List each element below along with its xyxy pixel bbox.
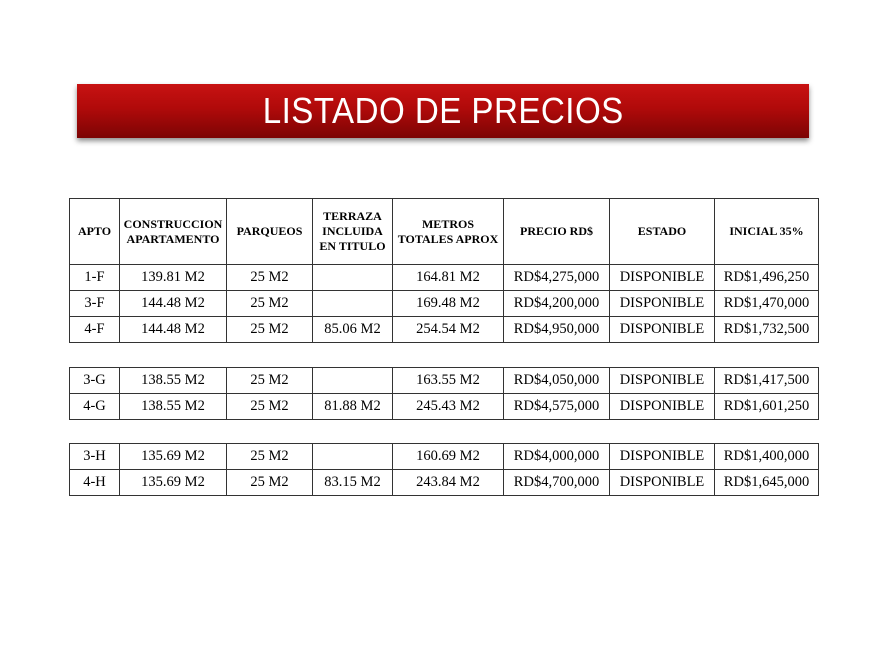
cell-terraza: 81.88 M2 <box>313 394 393 420</box>
cell-construccion: 138.55 M2 <box>120 394 227 420</box>
table-row <box>70 394 819 420</box>
cell-parqueos: 25 M2 <box>227 265 313 291</box>
cell-metros: 160.69 M2 <box>393 444 504 470</box>
cell-apto: 4-G <box>70 394 120 420</box>
cell-inicial: RD$1,470,000 <box>715 291 819 317</box>
table-row <box>70 470 819 496</box>
cell-construccion: 138.55 M2 <box>120 368 227 394</box>
price-table-h <box>69 443 819 496</box>
price-table-f <box>69 198 819 343</box>
cell-metros: 243.84 M2 <box>393 470 504 496</box>
column-header-parqueos: PARQUEOS <box>227 199 313 265</box>
cell-terraza <box>313 444 393 470</box>
cell-terraza <box>313 291 393 317</box>
table-row <box>70 291 819 317</box>
column-header-estado: ESTADO <box>610 199 715 265</box>
column-header-terraza: TERRAZA INCLUIDA EN TITULO <box>313 199 393 265</box>
cell-apto: 3-G <box>70 368 120 394</box>
cell-inicial: RD$1,732,500 <box>715 317 819 343</box>
cell-precio: RD$4,050,000 <box>504 368 610 394</box>
cell-inicial: RD$1,645,000 <box>715 470 819 496</box>
cell-parqueos: 25 M2 <box>227 291 313 317</box>
table-row <box>70 317 819 343</box>
cell-terraza: 85.06 M2 <box>313 317 393 343</box>
column-header-precio: PRECIO RD$ <box>504 199 610 265</box>
title-banner <box>77 84 809 138</box>
cell-construccion: 135.69 M2 <box>120 444 227 470</box>
cell-parqueos: 25 M2 <box>227 368 313 394</box>
cell-metros: 164.81 M2 <box>393 265 504 291</box>
cell-estado: DISPONIBLE <box>610 470 715 496</box>
page-title: LISTADO DE PRECIOS <box>262 90 624 131</box>
cell-terraza: 83.15 M2 <box>313 470 393 496</box>
cell-estado: DISPONIBLE <box>610 394 715 420</box>
column-header-construccion: CONSTRUCCION APARTAMENTO <box>120 199 227 265</box>
cell-precio: RD$4,275,000 <box>504 265 610 291</box>
cell-metros: 245.43 M2 <box>393 394 504 420</box>
cell-parqueos: 25 M2 <box>227 444 313 470</box>
cell-metros: 163.55 M2 <box>393 368 504 394</box>
cell-apto: 3-F <box>70 291 120 317</box>
cell-inicial: RD$1,496,250 <box>715 265 819 291</box>
cell-precio: RD$4,575,000 <box>504 394 610 420</box>
cell-metros: 254.54 M2 <box>393 317 504 343</box>
cell-parqueos: 25 M2 <box>227 394 313 420</box>
cell-parqueos: 25 M2 <box>227 317 313 343</box>
column-header-inicial: INICIAL 35% <box>715 199 819 265</box>
cell-terraza <box>313 265 393 291</box>
cell-apto: 3-H <box>70 444 120 470</box>
cell-construccion: 144.48 M2 <box>120 291 227 317</box>
table-row <box>70 444 819 470</box>
cell-inicial: RD$1,601,250 <box>715 394 819 420</box>
cell-estado: DISPONIBLE <box>610 368 715 394</box>
cell-precio: RD$4,000,000 <box>504 444 610 470</box>
cell-inicial: RD$1,417,500 <box>715 368 819 394</box>
cell-estado: DISPONIBLE <box>610 265 715 291</box>
column-header-apto: APTO <box>70 199 120 265</box>
table-row <box>70 368 819 394</box>
cell-parqueos: 25 M2 <box>227 470 313 496</box>
cell-construccion: 139.81 M2 <box>120 265 227 291</box>
cell-estado: DISPONIBLE <box>610 291 715 317</box>
cell-precio: RD$4,200,000 <box>504 291 610 317</box>
table-row <box>70 265 819 291</box>
header-row <box>70 199 819 265</box>
cell-metros: 169.48 M2 <box>393 291 504 317</box>
cell-apto: 4-F <box>70 317 120 343</box>
column-header-metros: METROS TOTALES APROX <box>393 199 504 265</box>
cell-estado: DISPONIBLE <box>610 317 715 343</box>
cell-terraza <box>313 368 393 394</box>
cell-construccion: 135.69 M2 <box>120 470 227 496</box>
price-table-g <box>69 367 819 420</box>
cell-inicial: RD$1,400,000 <box>715 444 819 470</box>
cell-estado: DISPONIBLE <box>610 444 715 470</box>
cell-precio: RD$4,950,000 <box>504 317 610 343</box>
cell-apto: 4-H <box>70 470 120 496</box>
cell-construccion: 144.48 M2 <box>120 317 227 343</box>
cell-precio: RD$4,700,000 <box>504 470 610 496</box>
cell-apto: 1-F <box>70 265 120 291</box>
